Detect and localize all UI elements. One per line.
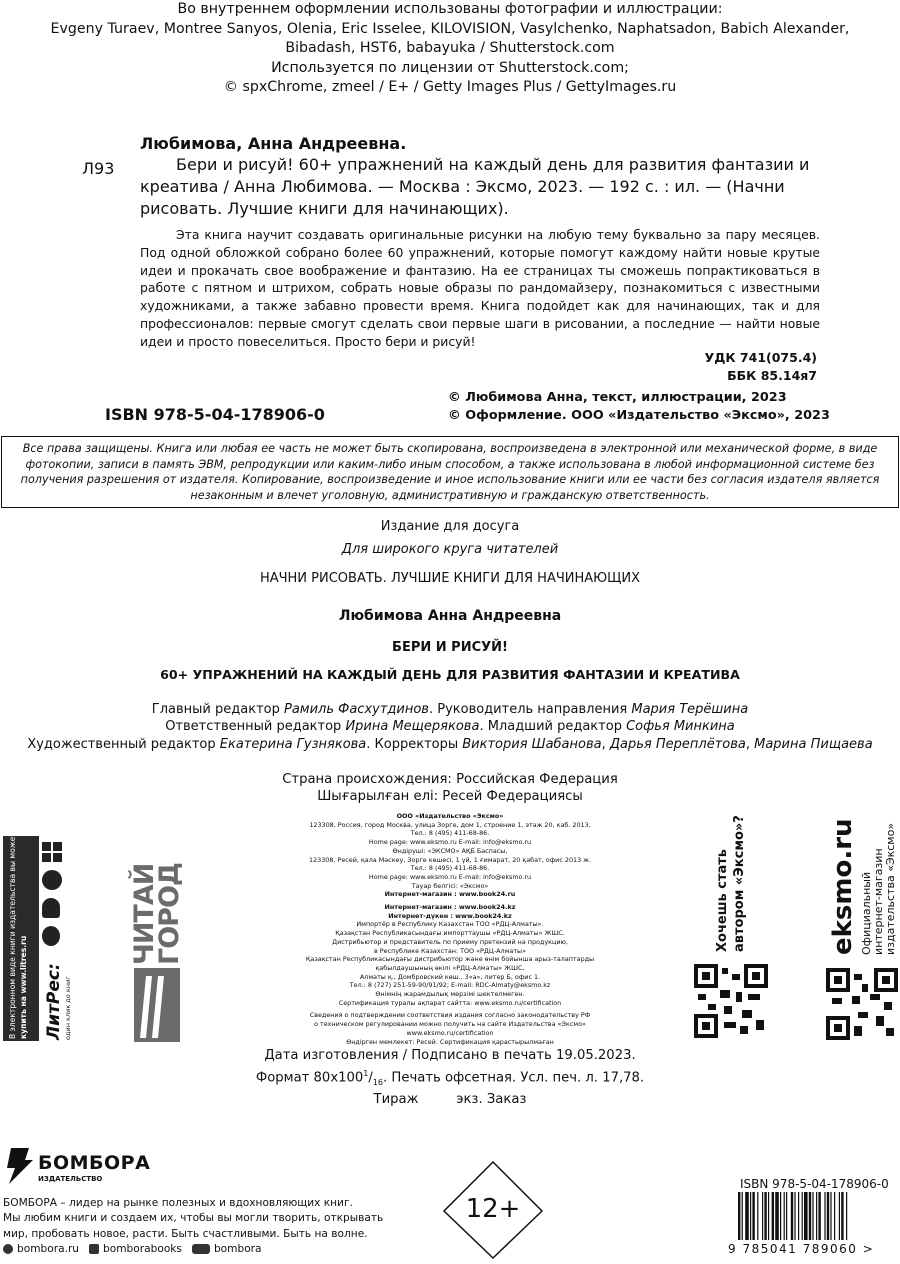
copyright-design: © Оформление. ООО «Издательство «Эксмо», 2023 [448, 408, 830, 423]
gorod-word: ГОРОД [154, 863, 185, 965]
eksmo-store-line: интернет-магазин [872, 848, 885, 955]
publisher-line: Тауар белгісі: «Эксмо» [411, 881, 489, 890]
eksmo-logo: eksmo.ru [828, 818, 858, 955]
publisher-line: Интернет-магазин : www.book24.ru [384, 890, 516, 899]
book-title: БЕРИ И РИСУЙ! [392, 640, 508, 655]
print-run: Тираж экз. Заказ [373, 1092, 527, 1108]
litres-link: купить на www.litres.ru [19, 935, 28, 1039]
credits-line: Используется по лицензии от Shutterstock.com; [271, 59, 629, 76]
publisher-line: Интернет-магазин : www.book24.kz [384, 903, 516, 912]
apple-icon [42, 926, 60, 946]
bombora-site-link[interactable]: bombora.ru [17, 1243, 80, 1255]
bombora-text-line: Мы любим книги и создаем их, чтобы вы могли творить, открывать [3, 1212, 384, 1225]
litres-logo: ЛитРес: [44, 963, 64, 1040]
age-rating [442, 1160, 544, 1262]
chitai-gorod-logo [134, 968, 180, 1042]
country-ru: Страна происхождения: Российская Федерация [282, 772, 618, 787]
publisher-line: Сертификация туралы ақпарат сайтта: www.eksmo.ru/certification [338, 998, 562, 1007]
publisher-line: Home page: www.eksmo.ru E-mail: info@eksmo.ru [368, 872, 532, 881]
publisher-line: о техническом регулировании можно получить на сайте Издательства «Эксмо» [314, 1020, 586, 1029]
catalog-citation: Бери и рисуй! 60+ упражнений на каждый день для развития фантазии и креатива / Анна Любимова. — Москва : Эксмо, 2023. — 192 с. : ил. — (Начни рисовать. Лучшие книги для начинающих). [140, 155, 810, 218]
format-line: Формат $80x100^1/_{16}$. Печать офсетная. Усл. печ. л. 17,78. [255, 1068, 645, 1087]
eksmo-store-line: Официальный [860, 871, 873, 955]
bombora-description [3, 1196, 383, 1242]
qr-code [826, 968, 898, 1040]
bombora-links [3, 1243, 262, 1255]
litres-ad [3, 827, 39, 1041]
role-label: . Корректоры [366, 737, 463, 752]
qr-code [694, 964, 768, 1038]
editor-name: Ирина Мещерякова [345, 719, 480, 734]
publisher-line: Дистрибьютор и представитель по приему претензий на продукцию, [332, 937, 568, 946]
separator: , [745, 737, 755, 752]
credits-line: Во внутреннем оформлении использованы фотографии и иллюстрации: [177, 1, 723, 17]
copyright-block [448, 389, 830, 425]
publisher-line: Өнімнің жарамдылық мерзімі шектелмеген. [375, 990, 525, 999]
vk-icon [89, 1244, 99, 1254]
author-qr-code[interactable] [694, 964, 768, 1038]
format-label: Формат 80x100 [255, 1069, 364, 1085]
bombora-logo [3, 1146, 37, 1190]
udk-code: УДК 741(075.4) [704, 350, 817, 365]
litres-tagline: один клик до книг [64, 976, 72, 1040]
publisher-line: Тел.: 8 (495) 411-68-86. [410, 864, 490, 873]
book-subtitle: 60+ УПРАЖНЕНИЙ НА КАЖДЫЙ ДЕНЬ ДЛЯ РАЗВИТИЯ ФАНТАЗИИ И КРЕАТИВА [160, 667, 740, 682]
editors-line [0, 737, 900, 752]
role-label: . Руководитель направления [428, 702, 632, 717]
chitai-gorod-mark [134, 968, 180, 1042]
windows-circle-icon [42, 870, 62, 890]
credits-line: Evgeny Turaev, Montree Sanyos, Olenia, Eric Isselee, KILOVISION, Vasylchenko, Naphatsadon, Babich Alexander, [50, 20, 850, 37]
app-icons [42, 842, 66, 946]
illustration-credits [0, 0, 900, 98]
audience: Для широкого круга читателей [341, 542, 559, 557]
author-call [714, 815, 748, 952]
eksmo-store-line: издательства «Эксмо» [884, 822, 897, 955]
editor-name: Рамиль Фасхутдинов [283, 702, 429, 717]
publisher-line: 123308, Россия, город Москва, улица Зорге, дом 1, строение 1, этаж 20, каб. 2013. [309, 820, 591, 829]
publisher-line: Тел.: 8 (495) 411-68-86. [410, 829, 490, 838]
imprint-author: Любимова Анна Андреевна [338, 608, 562, 624]
separator: , [601, 737, 610, 752]
format-details: . Печать офсетная. Усл. печ. л. 17,78. [383, 1069, 645, 1085]
publisher-line: Өндіруші: «ЭКСМО» АҚБ Баспасы, [392, 846, 508, 855]
editor-name: Дарья Переплётова [609, 737, 746, 752]
series-name: НАЧНИ РИСОВАТЬ. ЛУЧШИЕ КНИГИ ДЛЯ НАЧИНАЮЩИХ [259, 571, 641, 586]
age-rating-text: 12+ [465, 1194, 521, 1224]
editors-line [0, 702, 900, 717]
bombora-text-line: БОМБОРА – лидер на рынке полезных и вдохновляющих книг. [3, 1197, 353, 1209]
publisher-line: 123308, Ресей, қала Мәскеу, Зорге көшесі, 1 үй, 1 ғимарат, 20 қабат, офис 2013 ж. [309, 855, 591, 864]
bombora-sub: ИЗДАТЕЛЬСТВО [38, 1175, 103, 1183]
publisher-line: в Республике Казахстан: ТОО «РДЦ-Алматы» [373, 946, 526, 955]
isbn: ISBN 978-5-04-178906-0 [105, 405, 325, 424]
eksmo-store [861, 823, 897, 955]
publisher-line: Қазақстан Республикасындағы импорттаушы «РДЦ-Алматы» ЖШС. [335, 929, 565, 938]
barcode-digits: 9 785041 789060 > [728, 1242, 875, 1256]
android-icon [42, 898, 60, 918]
barcode-isbn: ISBN 978-5-04-178906-0 [740, 1177, 889, 1191]
barcode [736, 1192, 888, 1246]
role-label: Главный редактор [151, 702, 284, 717]
classification [600, 349, 817, 385]
bombora-vk-link[interactable]: bomborabooks [103, 1243, 182, 1255]
catalog-author: Любимова, Анна Андреевна. [140, 134, 407, 153]
bbk-code: ББК 85.14я7 [727, 368, 817, 383]
publisher-line: қабылдаушының өкілі «РДЦ-Алматы» ЖШС, [375, 963, 525, 972]
role-label: Художественный редактор [27, 737, 220, 752]
publisher-line: Тел.: 8 (727) 251-59-90/91/92; E-mail: RDC-Almaty@eksmo.kz [349, 981, 551, 990]
catalog-code: Л93 [82, 159, 115, 178]
production-info [0, 1047, 900, 1109]
telegram-icon [192, 1244, 210, 1254]
bombora-mark [3, 1146, 37, 1186]
production-date: Дата изготовления / Подписано в печать 19.05.2023. [264, 1048, 636, 1063]
format-sub: 16 [372, 1077, 384, 1087]
copyright-text: © Любимова Анна, текст, иллюстрации, 2023 [448, 390, 787, 405]
credits-line: © spxChrome, zmeel / E+ / Getty Images Plus / GettyImages.ru [223, 79, 677, 95]
barcode-bars [736, 1192, 888, 1242]
role-label: . Младший редактор [479, 719, 627, 734]
credits-line: Bibadash, HST6, babayuka / Shutterstock.com [285, 40, 615, 56]
bombora-social-link[interactable]: bombora [213, 1243, 262, 1255]
chitai-gorod-text [129, 863, 185, 965]
format-sup: 1 [363, 1068, 369, 1078]
bombora-name: БОМБОРА [38, 1152, 151, 1174]
book-annotation: Эта книга научит создавать оригинальные рисунки на любую тему буквально за пару месяцев. Под одной обложкой собрано более 60 упражнений, которые помогут каждому найти новые крутые идеи и прокачать свое воображение и фантазию. На ее страницах ты сможешь попрактиковаться в работе с пятном и штрихом, собрать новые образы по рандомайзеру, познакомиться с известными художниками, а также забавно провести время. Книга подойдет как для начинающих, так и для профессионалов: первые смогут сделать свои первые шаги в рисовании, а последние — найти новые идеи и просто повеселиться. Просто бери и рисуй! [140, 227, 820, 349]
bombora-text-line: мир, пробовать новое, расти. Быть счастливыми. Быть на волне. [3, 1227, 368, 1240]
publisher-line: Қазақстан Республикасындағы дистрибьютор және өнім бойынша арыз-талаптарды [305, 955, 595, 964]
publisher-line: Алматы қ., Домбровский көш., 3«а», литер Б, офис 1. [359, 972, 541, 981]
publisher-line: Home page: www.eksmo.ru E-mail: info@eksmo.ru [368, 838, 532, 847]
edition-type: Издание для досуга [380, 519, 520, 534]
editor-name: Екатерина Гузнякова [219, 737, 367, 752]
litres-text: В электронном виде книги издательства вы можете [8, 827, 17, 1039]
globe-icon [3, 1244, 13, 1254]
author-call-line: автором «Эксмо»? [732, 815, 747, 952]
publisher-line: Өндірген мемлекет: Ресей. Сертификация қарастырылмаған [346, 1037, 554, 1046]
role-label: Ответственный редактор [165, 719, 346, 734]
publisher-info [300, 812, 600, 1046]
editor-name: Виктория Шабанова [462, 737, 602, 752]
author-call-line: Хочешь стать [715, 848, 730, 952]
publisher-line: www.eksmo.ru/certification [406, 1028, 494, 1037]
editor-name: Мария Терёшина [631, 702, 749, 717]
editors-line [0, 719, 900, 734]
editor-name: Софья Минкина [626, 719, 735, 734]
publisher-line: Сведения о подтверждении соответствия издания согласно законодательству РФ [309, 1011, 591, 1020]
country-kz: Шығарылған елі: Ресей Федерациясы [317, 789, 583, 804]
publisher-line: Импортёр в Республику Казахстан ТОО «РДЦ-Алматы». [356, 920, 544, 929]
litres-promo [7, 827, 29, 1039]
windows-icon [42, 842, 62, 862]
chitai-word: ЧИТАЙ [129, 863, 160, 965]
publisher-line: Интернет-дүкен : www.book24.kz [388, 911, 512, 920]
rights-notice: Все права защищены. Книга или любая ее часть не может быть скопирована, воспроизведена в электронной или механической форме, в виде фотокопии, записи в память ЭВМ, репродукции или каким-либо иным способом, а также использована в любой информационной системе без получения разрешения от издателя. Копирование, воспроизведение и иное использование книги или ее части без согласия издателя является незаконным и влечет уголовную, административную и гражданскую ответственность. [1, 436, 899, 508]
publisher-line: ООО «Издательство «Эксмо» [396, 812, 504, 820]
editor-name: Марина Пищаева [754, 737, 873, 752]
eksmo-qr-code[interactable] [826, 968, 898, 1040]
